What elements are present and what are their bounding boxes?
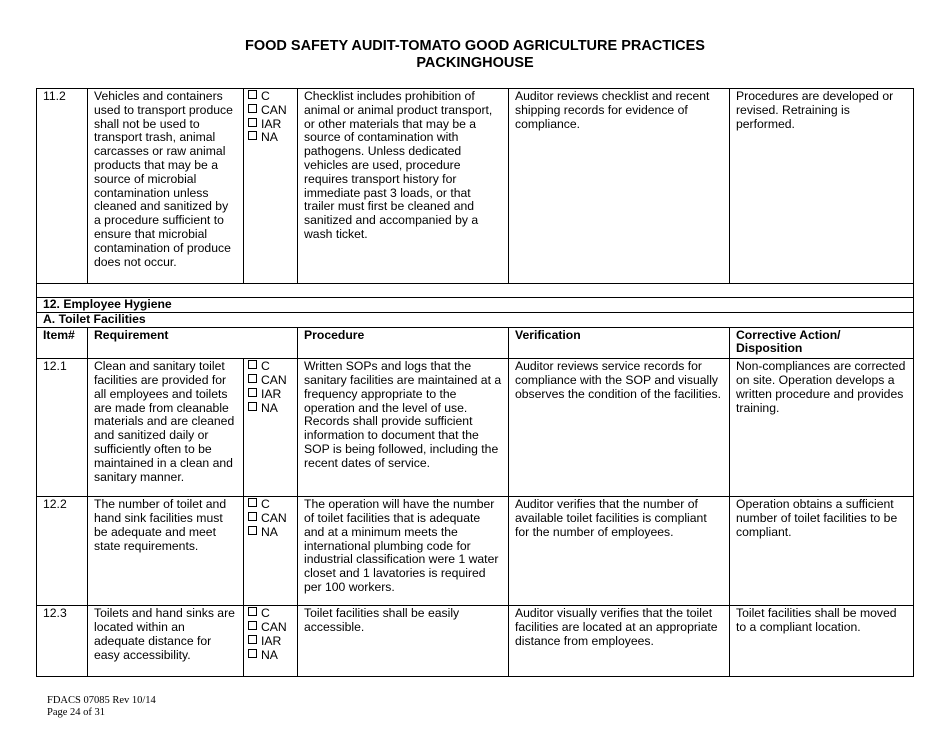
compliance-option[interactable] (248, 360, 292, 374)
item-number: 12.2 (37, 497, 88, 606)
procedure-cell: Toilet facilities shall be easily accessible. (298, 606, 509, 677)
compliance-options (244, 497, 298, 606)
item-number: 11.2 (37, 89, 88, 284)
verification-cell: Auditor reviews service records for compliance with the SOP and visually observes the condition of the facilities. (509, 359, 730, 497)
compliance-option[interactable] (248, 498, 292, 512)
audit-table-body (37, 89, 914, 677)
column-header-row (37, 327, 914, 359)
option-label: CAN (261, 372, 287, 387)
spacer-row (37, 284, 914, 298)
corrective-cell: Toilet facilities shall be moved to a compliant location. (730, 606, 914, 677)
option-label: C (261, 606, 270, 621)
compliance-option[interactable] (248, 649, 292, 663)
requirement-cell: The number of toilet and hand sink facilities must be adequate and meet state requirements. (88, 497, 244, 606)
checkbox-icon[interactable] (248, 607, 257, 616)
table-row (37, 497, 914, 606)
verification-cell: Auditor verifies that the number of available toilet facilities is compliant for the number of employees. (509, 497, 730, 606)
option-label: C (261, 89, 270, 103)
table-row (37, 606, 914, 677)
compliance-option[interactable] (248, 635, 292, 649)
option-label: NA (261, 647, 278, 662)
requirement-cell: Toilets and hand sinks are located within an adequate distance for easy accessibility. (88, 606, 244, 677)
option-label: IAR (261, 386, 282, 401)
corrective-cell: Procedures are developed or revised. Retraining is performed. (730, 89, 914, 284)
procedure-cell: Written SOPs and logs that the sanitary facilities are maintained at a frequency appropriate to the operation and the level of use. Records shall provide sufficient information to document that the SOP is being followed, including the recent dates of service. (298, 359, 509, 497)
corrective-cell: Operation obtains a sufficient number of toilet facilities to be compliant. (730, 497, 914, 606)
table-row (37, 89, 914, 284)
compliance-option[interactable] (248, 402, 292, 416)
compliance-option[interactable] (248, 621, 292, 635)
page-title-line1: FOOD SAFETY AUDIT-TOMATO GOOD AGRICULTURE PRACTICES (245, 38, 705, 54)
compliance-option[interactable] (248, 104, 292, 118)
option-label: NA (261, 524, 278, 539)
column-header-verification: Verification (509, 327, 730, 359)
checkbox-icon[interactable] (248, 90, 257, 99)
column-header-procedure: Procedure (298, 327, 509, 359)
compliance-option[interactable] (248, 118, 292, 132)
checkbox-icon[interactable] (248, 635, 257, 644)
compliance-options (244, 606, 298, 677)
column-header-item: Item# (37, 327, 88, 359)
section-subtitle: A. Toilet Facilities (37, 312, 914, 327)
option-label: CAN (261, 102, 287, 117)
procedure-cell: Checklist includes prohibition of animal or animal product transport, or other materials that may be a source of contamination with pathogens. Unless dedicated vehicles are used, procedure requires transport history for immediate past 3 loads, or that trailer must first be cleaned and sanitized and accompanied by a wash ticket. (298, 89, 509, 284)
checkbox-icon[interactable] (248, 360, 257, 369)
audit-table (36, 88, 914, 677)
requirement-cell: Vehicles and containers used to transport produce shall not be used to transport trash, animal carcasses or raw animal products that may be a source of microbial contamination unless cleaned and sanitized by a procedure sufficient to ensure that microbial contamination of produce does not occur. (88, 89, 244, 284)
checkbox-icon[interactable] (248, 374, 257, 383)
option-label: C (261, 359, 270, 374)
checkbox-icon[interactable] (248, 118, 257, 127)
checkbox-icon[interactable] (248, 104, 257, 113)
page-footer (47, 695, 156, 719)
column-header-corrective: Corrective Action/ Disposition (730, 327, 914, 359)
checkbox-icon[interactable] (248, 621, 257, 630)
compliance-option[interactable] (248, 374, 292, 388)
checkbox-icon[interactable] (248, 512, 257, 521)
compliance-option[interactable] (248, 90, 292, 104)
verification-cell: Auditor visually verifies that the toilet facilities are located at an appropriate distance from employees. (509, 606, 730, 677)
corrective-cell: Non-compliances are corrected on site. Operation develops a written procedure and provides training. (730, 359, 914, 497)
form-id: FDACS 07085 Rev 10/14 (47, 695, 156, 706)
page-title-line2: PACKINGHOUSE (416, 55, 534, 71)
option-label: NA (261, 400, 278, 415)
checkbox-icon[interactable] (248, 388, 257, 397)
option-label: CAN (261, 619, 287, 634)
checkbox-icon[interactable] (248, 526, 257, 535)
option-label: IAR (261, 116, 282, 131)
checkbox-icon[interactable] (248, 649, 257, 658)
spacer-cell (37, 284, 914, 298)
compliance-option[interactable] (248, 607, 292, 621)
page-number: Page 24 of 31 (47, 707, 106, 718)
column-header-requirement: Requirement (88, 327, 298, 359)
item-number: 12.3 (37, 606, 88, 677)
section-subheader-row (37, 312, 914, 327)
option-label: C (261, 497, 270, 512)
procedure-cell: The operation will have the number of toilet facilities that is adequate and at a minimum meets the international plumbing code for industrial classification were 1 water closet and 1 lavatories is required per 100 workers. (298, 497, 509, 606)
table-row (37, 359, 914, 497)
compliance-options (244, 89, 298, 284)
checkbox-icon[interactable] (248, 131, 257, 140)
compliance-option[interactable] (248, 388, 292, 402)
section-title: 12. Employee Hygiene (37, 298, 914, 313)
compliance-option[interactable] (248, 526, 292, 540)
checkbox-icon[interactable] (248, 498, 257, 507)
verification-cell: Auditor reviews checklist and recent shipping records for evidence of compliance. (509, 89, 730, 284)
option-label: IAR (261, 633, 282, 648)
section-header-row (37, 298, 914, 313)
compliance-option[interactable] (248, 131, 292, 145)
requirement-cell: Clean and sanitary toilet facilities are provided for all employees and toilets are made from cleanable materials and are cleaned and sanitized daily or sufficiently often to be maintained in a clean and sanitary manner. (88, 359, 244, 497)
compliance-option[interactable] (248, 512, 292, 526)
option-label: NA (261, 130, 278, 145)
checkbox-icon[interactable] (248, 402, 257, 411)
option-label: CAN (261, 510, 287, 525)
item-number: 12.1 (37, 359, 88, 497)
compliance-options (244, 359, 298, 497)
